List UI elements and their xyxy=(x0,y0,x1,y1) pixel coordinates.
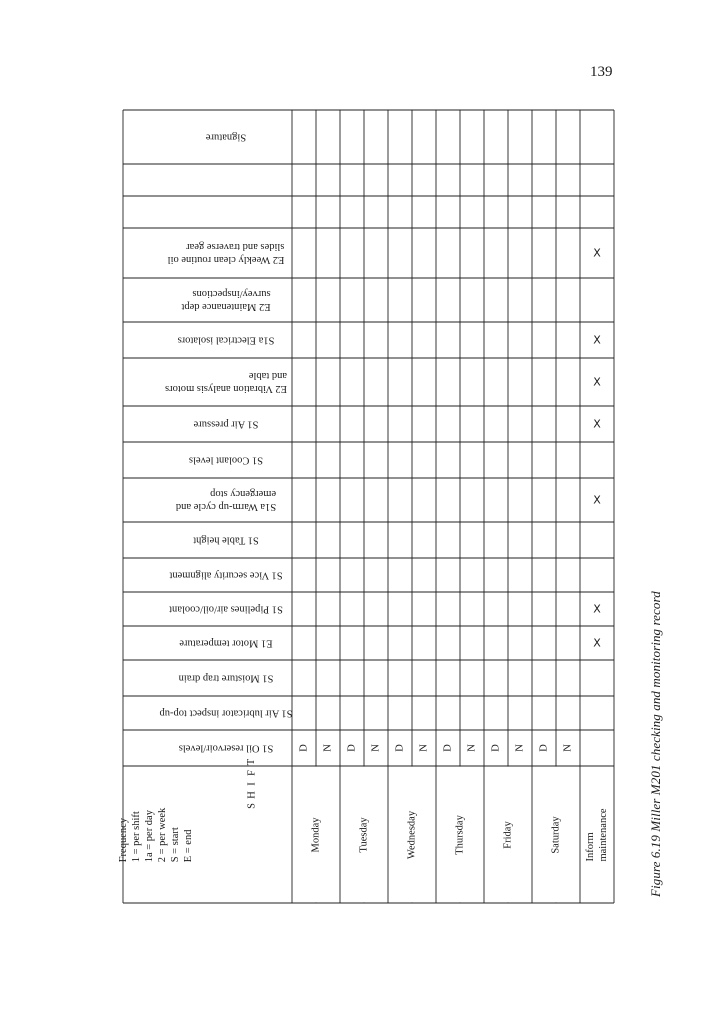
figure-caption: Figure 6.19 Miller M201 checking and monitoring record xyxy=(648,591,663,897)
inform-maintenance-mark: X xyxy=(593,636,601,650)
shift-code xyxy=(298,744,311,752)
inform-maintenance-mark: X xyxy=(593,333,601,347)
shift-code-line: D xyxy=(346,744,358,752)
task-label xyxy=(169,603,283,616)
task-label xyxy=(178,742,272,755)
shift-code-line: N xyxy=(562,744,574,752)
shift-letter: H xyxy=(246,791,258,799)
task-label-line: S1 Pipelines air/oil/coolant xyxy=(168,603,283,615)
task-label-line: E2 Maintenance dept xyxy=(180,301,271,312)
task-label-line: E1 Motor temperature xyxy=(178,637,273,649)
shift-code-line: N xyxy=(322,744,334,752)
inform-maintenance-mark: X xyxy=(593,417,601,431)
day-name xyxy=(310,817,323,852)
frequency-legend-line: E = end xyxy=(183,829,194,863)
task-label-line: E2 Vibration analysis motors xyxy=(164,383,287,394)
task-label-line: slides and traverse gear xyxy=(185,241,284,252)
shift-letter: S xyxy=(246,803,258,809)
day-name-line: Monday xyxy=(310,817,322,852)
task-label-line: S1 Air lubricator inspect top-up xyxy=(159,707,292,719)
page-number: 139 xyxy=(590,64,613,80)
shift-letter: F xyxy=(246,770,258,776)
task-label xyxy=(193,534,259,547)
task-label-line: E2 Weekly clean routine oil xyxy=(167,254,284,265)
task-label-line: S1a Warm-up cycle and xyxy=(175,501,276,512)
frequency-legend-line: 1a = per day xyxy=(144,810,155,863)
shift-code xyxy=(562,744,575,752)
day-name-line: Friday xyxy=(502,820,514,849)
shift-code-line: D xyxy=(298,744,310,752)
shift-code-line: N xyxy=(418,744,430,752)
task-label xyxy=(193,418,258,431)
task-label-line: and table xyxy=(248,370,287,381)
shift-code xyxy=(514,744,527,752)
day-name-line: Tuesday xyxy=(358,816,370,853)
day-name xyxy=(454,815,467,855)
day-name xyxy=(502,821,515,848)
inform-maintenance-label xyxy=(584,808,610,861)
task-label xyxy=(165,369,287,395)
day-name-line: Wednesday xyxy=(406,810,418,859)
frequency-legend-line: S = start xyxy=(170,827,181,863)
shift-code xyxy=(538,744,551,752)
task-label xyxy=(175,487,275,513)
day-name-line: Thursday xyxy=(454,814,466,855)
shift-code xyxy=(490,744,503,752)
shift-code xyxy=(466,744,479,752)
day-name xyxy=(550,816,563,853)
shift-code xyxy=(322,744,335,752)
shift-letter: I xyxy=(246,782,258,786)
task-label xyxy=(159,707,292,720)
task-label xyxy=(179,637,272,650)
task-label-line: S1a Electrical isolators xyxy=(177,334,274,346)
inform-maintenance-mark: X xyxy=(593,375,601,389)
shift-code-line: N xyxy=(514,744,526,752)
shift-code-line: D xyxy=(538,744,550,752)
shift-code-line: D xyxy=(394,744,406,752)
task-label xyxy=(177,334,274,347)
task-label xyxy=(181,287,270,313)
frequency-legend xyxy=(117,808,195,863)
frequency-legend-line: 1 = per shift xyxy=(131,811,142,863)
frequency-legend-line: Frequency xyxy=(118,817,129,863)
shift-code-line: N xyxy=(466,744,478,752)
shift-code-line: D xyxy=(490,744,502,752)
task-label-line: S1 Coolant levels xyxy=(188,454,263,466)
inform-maintenance-label-line: maintenance xyxy=(598,807,609,862)
inform-maintenance-label-line: Inform xyxy=(585,831,596,862)
shift-code xyxy=(394,744,407,752)
task-label-line: S1 Air pressure xyxy=(193,418,258,430)
task-label-line: S1 Table height xyxy=(192,534,259,546)
task-label xyxy=(178,672,273,685)
inform-maintenance-mark: X xyxy=(593,602,601,616)
inform-maintenance-mark: X xyxy=(593,246,601,260)
day-name xyxy=(406,810,419,858)
shift-letter: T xyxy=(246,758,258,766)
shift-code xyxy=(442,744,455,752)
shift-code-line: N xyxy=(370,744,382,752)
task-label-line: survey/inspections xyxy=(191,288,271,299)
task-label-line: S1 Oil reservoir/levels xyxy=(178,742,273,754)
task-label-line: S1 Vice security alignment xyxy=(168,569,283,581)
task-label-line: S1 Moisture trap drain xyxy=(178,672,273,684)
frequency-legend-line: 2 = per week xyxy=(157,807,168,863)
task-label xyxy=(205,131,245,144)
shift-code xyxy=(346,744,359,752)
task-label xyxy=(188,454,262,467)
shift-label xyxy=(248,757,256,812)
day-name-line: Saturday xyxy=(550,815,562,854)
shift-code xyxy=(418,744,431,752)
task-label-line: Signature xyxy=(205,131,246,143)
task-label-line: emergency stop xyxy=(209,488,276,499)
task-label xyxy=(169,569,282,582)
task-label xyxy=(167,240,284,266)
shift-code xyxy=(370,744,383,752)
inform-maintenance-mark: X xyxy=(593,493,601,507)
shift-code-line: D xyxy=(442,744,454,752)
day-name xyxy=(358,817,371,852)
